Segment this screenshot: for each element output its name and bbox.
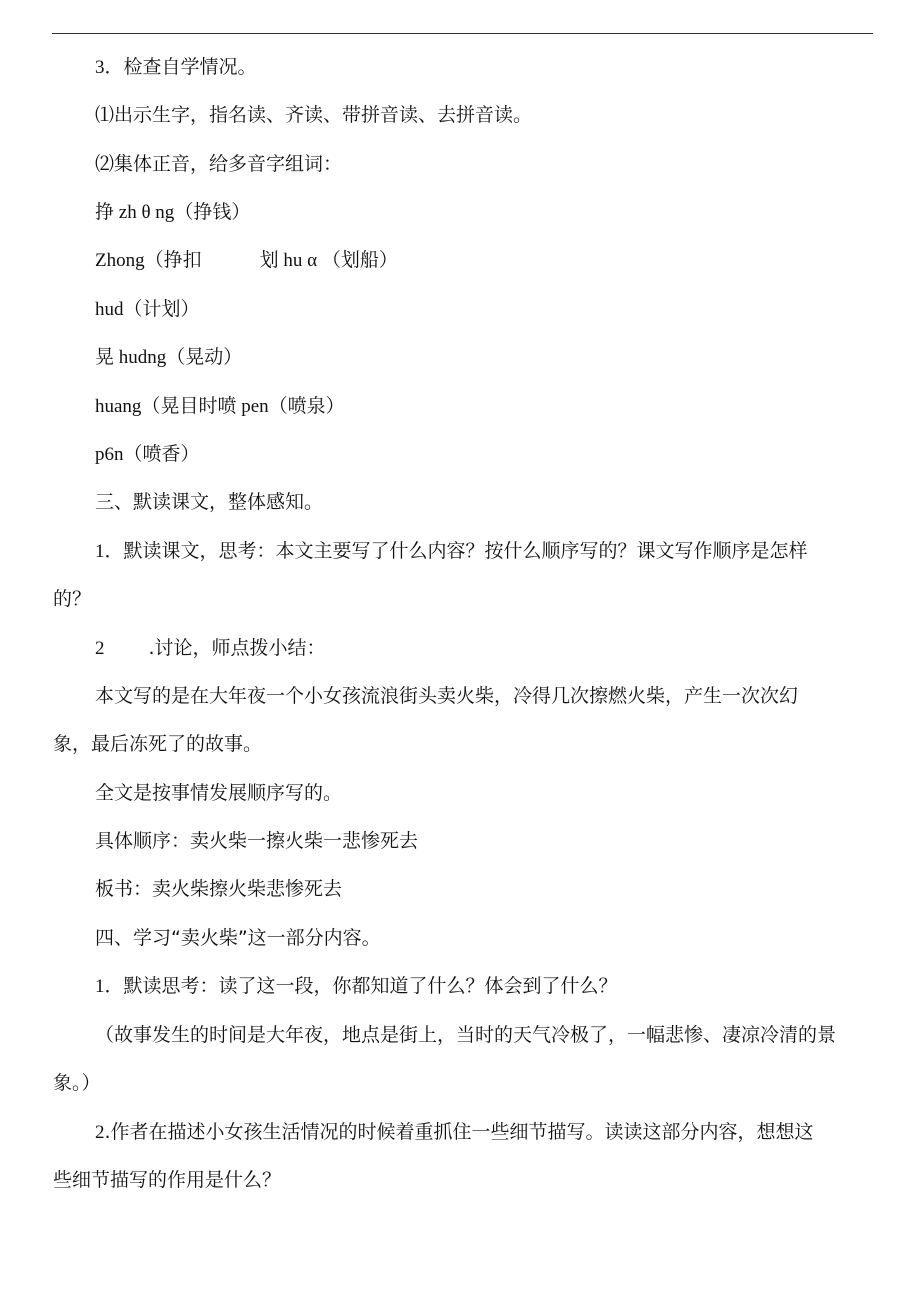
item-number: 2 [95,638,105,659]
line-text: 象，最后冻死了的故事。 [53,733,263,755]
pinyin: pen [236,396,269,417]
line-specific-order [0,826,920,856]
line-group-correct [0,149,920,179]
item-number: 1 [95,541,105,562]
header-rule [52,33,873,34]
line-text: .讨论，师点拨小结： [148,637,326,659]
line-blackboard [0,874,920,904]
line-show-characters [0,100,920,130]
line-read-think [0,971,920,1001]
item-number: 1 [95,976,105,997]
line-text: 具体顺序：卖火柴一擦火柴一悲惨死去 [95,830,419,852]
line-continuation [0,584,920,614]
line-text: ．默读思考：读了这一段，你都知道了什么？体会到了什么？ [104,975,618,997]
line-text: 本文写的是在大年夜一个小女孩流浪街头卖火柴，冷得几次擦燃火柴，产生一次次幻 [95,685,799,707]
line-text: ⑴出示生字，指名读、齐读、带拼音读、去拼音读。 [95,104,533,126]
section-heading-4 [0,923,920,953]
heading-text: 四、学习“卖火柴”这一部分内容。 [95,927,381,949]
hanzi: 晃 [95,346,115,368]
line-text: ．默读课文，思考：本文主要写了什么内容？按什么顺序写的？课文写作顺序是怎样 [104,540,808,562]
pinyin: hud [95,299,124,320]
word: （晃动） [166,346,243,368]
line-discussion [0,633,920,663]
line-text: 的？ [53,588,92,610]
pinyin: hu α [278,250,322,271]
line-text: ．检查自学情况。 [104,56,257,78]
line-summary [0,681,920,711]
line-check-self-study [0,52,920,82]
pinyin: zh θ ng [114,202,175,223]
word: （喷香） [123,443,200,465]
line-text: （故事发生的时间是大年夜，地点是街上，当时的天气冷极了，一幅悲惨、凄凉冷清的景 [95,1024,837,1046]
line-polyphone-zheng [0,197,920,227]
line-text: 些细节描写的作用是什么？ [53,1169,282,1191]
hanzi: 挣 [95,201,115,223]
line-continuation [0,1165,920,1195]
line-polyphone-p6n [0,439,920,469]
line-text: .作者在描述小女孩生活情况的时候着重抓住一些细节描写。读读这部分内容，想想这 [104,1121,814,1143]
line-story-setting [0,1020,920,1050]
word: （喷泉） [268,395,345,417]
item-number: 3 [95,57,105,78]
line-detail-description [0,1117,920,1147]
section-heading-3 [0,487,920,517]
word: （挣扣 [144,249,202,271]
line-polyphone-hud [0,294,920,324]
hanzi: 划 [259,249,279,271]
line-order [0,778,920,808]
line-text: 象。） [53,1072,101,1094]
line-polyphone-pen [0,391,920,421]
line-text: 板书：卖火柴擦火柴悲惨死去 [95,878,343,900]
item-number: 2 [95,1122,105,1143]
word: （计划） [123,298,200,320]
word: （挣钱） [174,201,251,223]
pinyin: hudng [114,347,167,368]
line-polyphone-huang [0,342,920,372]
line-polyphone-hua [0,245,920,275]
line-continuation [0,1068,920,1098]
pinyin: p6n [95,444,124,465]
pinyin: huang [95,396,142,417]
word: （晃目时喷 [141,395,237,417]
heading-text: 三、默读课文，整体感知。 [95,491,324,513]
pinyin: Zhong [95,250,145,271]
line-continuation [0,729,920,759]
line-silent-reading [0,536,920,566]
word: （划船） [321,249,398,271]
line-text: ⑵集体正音，给多音字组词： [95,153,343,175]
line-text: 全文是按事情发展顺序写的。 [95,782,343,804]
